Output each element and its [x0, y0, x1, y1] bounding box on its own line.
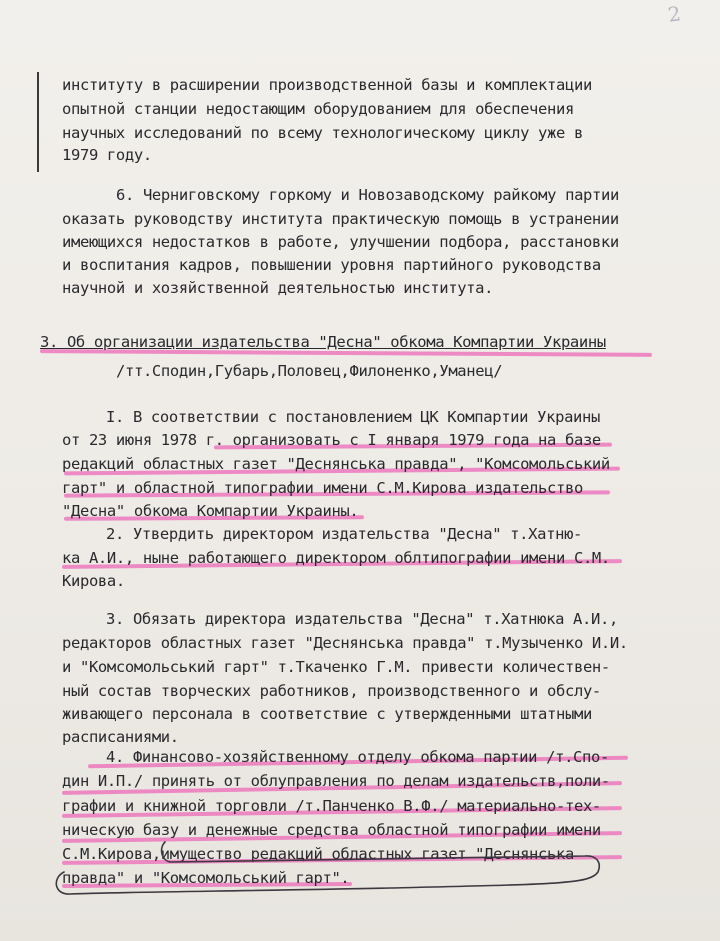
text-line: 3. Обязать директора издательства "Десна" т.Хатнюка А.И.,	[106, 610, 618, 628]
text-line: 4. Финансово-хозяйственному отделу обкома партии /т.Спо-	[106, 748, 609, 766]
text-line: ническую базу и денежные средства областной типографии имени	[62, 821, 601, 839]
text-line: институту в расширении производственной базы и комплектации	[62, 76, 592, 94]
text-line: редакторов областных газет "Деснянська правда" т.Музыченко И.И.	[62, 634, 628, 652]
text-line: расписаниями.	[62, 728, 179, 746]
participants-line: /тт.Сподин,Губарь,Половец,Филоненко,Уманец/	[116, 362, 503, 380]
text-line: дин И.П./ принять от облуправления по делам издательств,поли-	[62, 772, 610, 790]
page-number: 2	[666, 1, 683, 27]
text-line: графии и книжной торговли /т.Панченко В.Ф./ материально-тех-	[62, 797, 601, 815]
text-line: 6. Черниговскому горкому и Новозаводскому райкому партии	[116, 186, 619, 204]
section-heading: 3. Об организации издательства "Десна" обкома Компартии Украины	[40, 333, 606, 351]
text-line: и "Комсомольський гарт" т.Ткаченко Г.М. привести количествен-	[62, 658, 610, 676]
text-line: I. В соответствии с постановлением ЦК Компартии Украины	[106, 408, 600, 426]
text-line: 1979 году.	[62, 146, 152, 164]
text-line: имеющихся недостатков в работе, улучшении подбора, расстановки	[62, 233, 619, 251]
text-line: ка А.И., ныне работающего директором облтипографии имени С.М.	[62, 549, 610, 567]
text-line: живающего персонала в соответствие с утвержденными штатными	[62, 705, 592, 723]
text-line: опытной станции недостающим оборудованием для обеспечения	[62, 100, 574, 118]
text-line: от 23 июня 1978 г. организовать с I января 1979 года на базе	[62, 431, 601, 449]
text-line: гарт" и областной типографии имени С.М.Кирова издательство	[62, 479, 583, 497]
text-line: "Десна" обкома Компартии Украины.	[62, 502, 359, 520]
text-line: редакций областных газет "Деснянська правда", "Комсомольський	[62, 455, 610, 473]
text-line: и воспитания кадров, повышении уровня партийного руководства	[62, 256, 601, 274]
text-line: научной и хозяйственной деятельностью института.	[62, 279, 494, 297]
text-line: С.М.Кирова,имущество редакций областных газет "Деснянська	[62, 845, 574, 863]
text-line: научных исследований по всему технологическому циклу уже в	[62, 124, 583, 142]
text-line: 2. Утвердить директором издательства "Десна" т.Хатню-	[106, 525, 583, 543]
text-line: оказать руководству института практическую помощь в устранении	[62, 210, 619, 228]
text-line: ный состав творческих работников, производственного и обслу-	[62, 682, 601, 700]
text-line: Кирова.	[62, 572, 125, 590]
text-line: правда" и "Комсомольський гарт".	[62, 869, 350, 887]
